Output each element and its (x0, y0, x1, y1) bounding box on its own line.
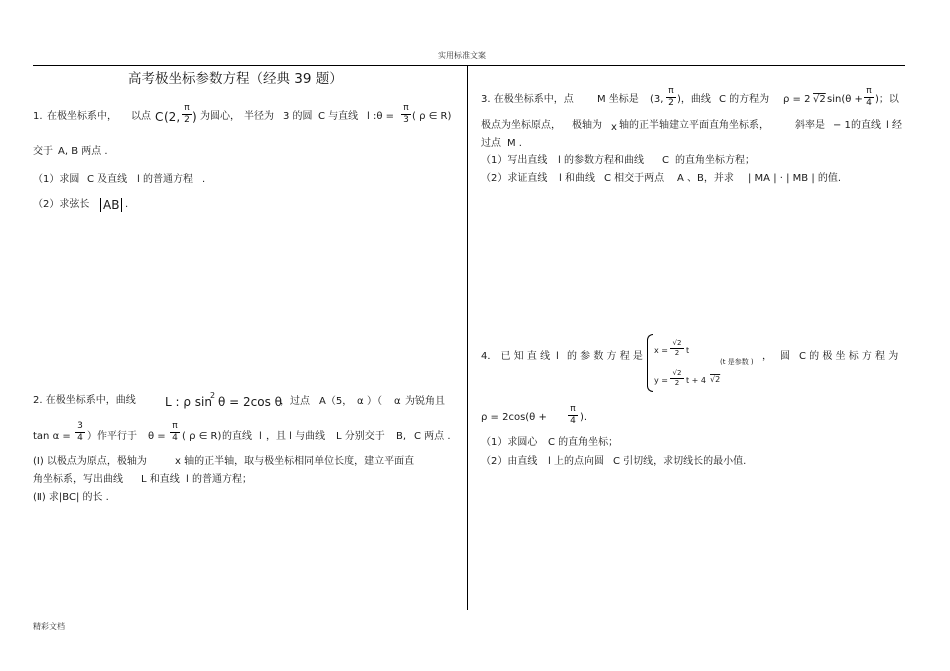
p2-exponent: 2 (210, 391, 216, 400)
p2-text: 2. 在极坐标系中，曲线 (33, 395, 136, 406)
p2-part-ii: (Ⅱ) 求|BC| 的长 . (33, 492, 109, 503)
p2-domain: ( ρ ∈ R) (182, 431, 222, 442)
numerator: π (866, 86, 872, 96)
p3-coord: (3, (650, 94, 664, 105)
p4-text: ). (580, 412, 588, 423)
p3-question-2: （2）求证直线 (481, 173, 548, 184)
numerator: 3 (77, 421, 83, 431)
p2-text: 为锐角且 (405, 396, 445, 407)
p3-text: C 相交于两点 (604, 173, 665, 184)
p4-text: 圆 (780, 351, 790, 362)
p3-text: 的直线 (851, 120, 881, 131)
p4-system-brace (647, 334, 653, 392)
p2-text: B, (396, 431, 407, 442)
p2-text: ，过点 (280, 396, 310, 407)
p2-text: x 轴的正半轴，取与极坐标相同单位长度，建立平面直 (175, 456, 415, 467)
p4-question-2: （2）由直线 (481, 456, 538, 467)
p2-text: ，且 l 与曲线 (266, 431, 326, 442)
p3-text: 3. 在极坐标系中，点 (481, 94, 574, 105)
p2-fraction-pi-4 (170, 422, 180, 443)
p1-text: 3 的圆 (283, 111, 313, 122)
p2-text: L 分别交于 (336, 431, 385, 442)
numerator: π (172, 421, 178, 431)
p3-text: 极轴为 (572, 120, 602, 131)
p2-text: l 的普通方程； (186, 474, 252, 485)
p3-curve-eq: ρ = 2 (783, 94, 811, 105)
p4-text: ， (762, 351, 772, 362)
p4-line-l: l (556, 351, 559, 362)
denominator: 4 (172, 433, 178, 443)
p3-text: )；以 (875, 94, 899, 105)
p2-text: L 和直线 (141, 474, 180, 485)
p1-chord-ab: AB (100, 198, 122, 212)
p2-curve-eq: θ = 2cos θ (218, 395, 283, 409)
denominator: 2 (184, 115, 190, 125)
p3-x: x (611, 122, 617, 133)
p1-question-2: （2）求弦长 (33, 199, 90, 210)
p4-question-1: （1）求圆心 (481, 437, 538, 448)
page-footer: 精彩文档 (33, 622, 65, 631)
p2-text: l (259, 431, 262, 442)
p4-fraction-sqrt2-2 (670, 370, 684, 387)
p3-text: )，曲线 (677, 94, 711, 105)
p1-text: C 及直线 (87, 174, 128, 185)
p3-text: | MA | · | MB | 的值. (748, 173, 842, 184)
p4-sqrt2: √2 (710, 375, 721, 384)
column-divider (467, 66, 468, 610)
p4-circle-eq: ρ = 2cos(θ + (481, 412, 547, 423)
p3-text: A 、B，并求 (677, 173, 734, 184)
page-header: 实用标准文案 (438, 51, 486, 60)
p2-text: 角坐标系，写出曲线 (33, 474, 123, 485)
denominator: 2 (674, 379, 680, 387)
numerator: π (668, 86, 674, 96)
p1-text: 为圆心， (200, 111, 240, 122)
denominator: 4 (570, 416, 576, 426)
p3-fraction-pi-2 (666, 87, 676, 108)
denominator: 3 (403, 115, 409, 125)
denominator: 2 (668, 98, 674, 108)
p4-fraction-pi-4 (568, 405, 578, 426)
page-title: 高考极坐标参数方程（经典 39 题） (128, 71, 343, 87)
header-rule (33, 65, 905, 66)
p2-part-i: (Ⅰ) 以极点为原点，极轴为 (33, 456, 147, 467)
p2-text: ）（ (367, 396, 382, 407)
p2-point-a: A（5， (319, 396, 353, 407)
p4-y-eq: y = (654, 376, 668, 385)
p1-question-1: （1）求圆 (33, 174, 80, 185)
p3-text: 过点 (481, 138, 501, 149)
p2-curve-eq: L : ρ sin (165, 395, 212, 409)
p1-text: 在极坐标系中， (47, 111, 117, 122)
p4-t: t (686, 346, 690, 355)
p1-text: C 与直线 (318, 111, 359, 122)
p2-fraction-3-4 (75, 422, 85, 443)
p3-text: l 经 (886, 120, 902, 131)
p3-slope: − 1 (833, 120, 851, 131)
p3-fraction-pi-4 (864, 87, 874, 108)
p4-text: 4． 已 知 直 线 (481, 351, 551, 362)
p3-question-1: （1）写出直线 (481, 155, 548, 166)
p3-text: l 和曲线 (559, 173, 595, 184)
p2-text: ）作平行于 (87, 431, 137, 442)
p3-text: 的直角坐标方程； (675, 155, 755, 166)
p1-number: 1. (33, 111, 43, 122)
p3-text: l 的参数方程和曲线 (558, 155, 644, 166)
p1-fraction-pi-3 (401, 104, 411, 125)
p3-point-m: M . (507, 138, 522, 149)
p1-text: 交于 (33, 146, 53, 157)
p1-text: . (125, 199, 129, 210)
p4-text: C 的直角坐标； (548, 437, 619, 448)
numerator: √2 (672, 339, 682, 347)
p1-coord: (2, (164, 110, 181, 124)
p4-y-rhs: t + 4 (686, 376, 707, 385)
p1-text: 半径为 (244, 111, 274, 122)
p4-fraction-sqrt2-2 (670, 340, 684, 357)
p1-domain: ( ρ ∈ R) (412, 111, 452, 122)
p3-text: 极点为坐标原点， (481, 120, 561, 131)
p3-text: 斜率是 (795, 120, 825, 131)
p2-tan-eq: tan α = (33, 431, 71, 442)
p4-x-eq: x = (654, 346, 668, 355)
numerator: π (403, 103, 409, 113)
p3-text: M 坐标是 (597, 94, 639, 105)
p3-text: C 的方程为 (719, 94, 770, 105)
p1-text: A, B 两点 . (58, 146, 108, 157)
p3-text: C (662, 155, 669, 166)
denominator: 4 (77, 433, 83, 443)
p2-alpha: α (357, 396, 364, 407)
p1-text: . (202, 174, 206, 185)
p1-coord-close: ) (192, 110, 197, 124)
numerator: √2 (672, 369, 682, 377)
p3-curve-eq: sin(θ + (827, 94, 863, 105)
p2-text: C 两点 . (414, 431, 451, 442)
p1-fraction-pi-2 (182, 104, 192, 125)
p1-point-c: C (155, 110, 164, 124)
p4-text: C 的 极 坐 标 方 程 为 (799, 351, 899, 362)
p4-text: 的 参 数 方 程 是 (567, 351, 643, 362)
p2-theta-eq: θ = (148, 431, 166, 442)
denominator: 4 (866, 98, 872, 108)
numerator: π (184, 103, 190, 113)
p4-text: l 上的点向圆 (548, 456, 604, 467)
p4-text: C 引切线，求切线长的最小值. (613, 456, 747, 467)
p2-alpha: α (394, 396, 401, 407)
p1-text: l 的普通方程 (137, 174, 193, 185)
p2-text: 的直线 (222, 431, 252, 442)
p3-text: 轴的正半轴建立平面直角坐标系， (619, 120, 769, 131)
p1-text: 以点 (131, 111, 151, 122)
p4-param-note: (t 是参数 ) (720, 358, 754, 366)
p3-sqrt2: √2 (813, 94, 826, 105)
p1-line-eq: l :θ = (367, 111, 395, 122)
numerator: π (570, 404, 576, 414)
denominator: 2 (674, 349, 680, 357)
